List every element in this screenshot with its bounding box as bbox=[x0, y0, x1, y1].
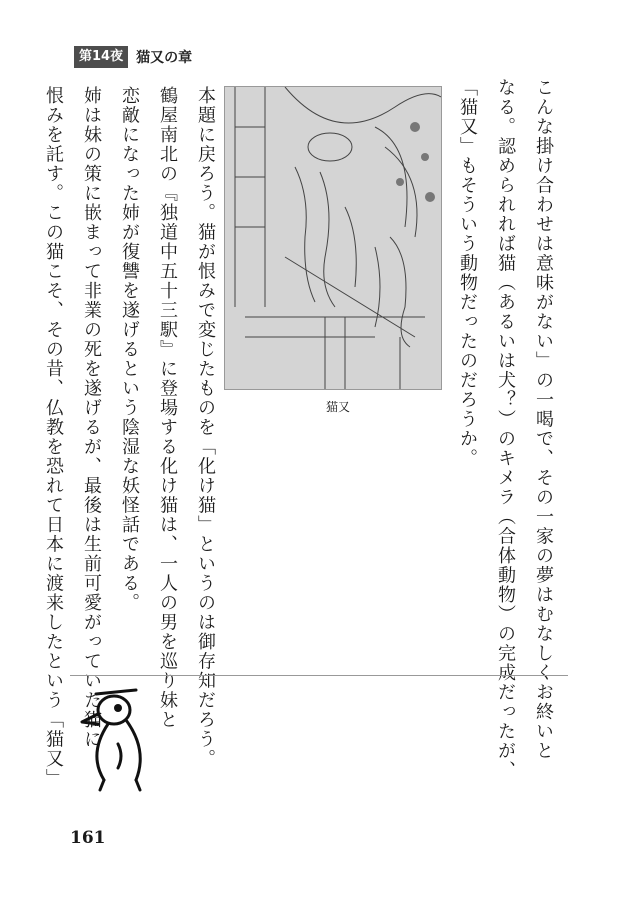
body-column-upper-3: 「猫又」もそういう動物だったのだろうか。 bbox=[457, 78, 478, 468]
chapter-badge: 第14夜 bbox=[74, 46, 128, 68]
chapter-title: 猫又の章 bbox=[136, 50, 193, 66]
chapter-header bbox=[74, 46, 192, 68]
bird-mascot-icon bbox=[78, 684, 162, 794]
body-column-lower-4: 姉は妹の策に嵌まって非業の死を遂げるが、最後は生前可愛がっていた猫に bbox=[81, 86, 102, 749]
body-column-lower-3: 恋敵になった姉が復讐を遂げるという陰湿な妖怪話である。 bbox=[119, 86, 140, 613]
nekomata-illustration bbox=[224, 86, 442, 390]
body-column-lower-5: 恨みを託す。この猫こそ、その昔、仏教を恐れて日本に渡来したという「猫又」 bbox=[43, 86, 64, 788]
page-number: 161 bbox=[70, 828, 106, 848]
body-column-upper-2: なる。認められれば猫（あるいは犬？）のキメラ（合体動物）の完成だったが、 bbox=[495, 78, 516, 780]
footer-divider bbox=[70, 675, 568, 676]
body-column-lower-2: 鶴屋南北の『独道中五十三駅』に登場する化け猫は、一人の男を巡り妹と bbox=[157, 86, 178, 730]
body-column-upper-1: こんな掛け合わせは意味がない」の一喝で、その一家の夢はむなしくお終いと bbox=[533, 78, 554, 761]
body-column-lower-1: 本題に戻ろう。猫が恨みで変じたものを「化け猫」というのは御存知だろう。 bbox=[195, 86, 216, 769]
illustration-caption: 猫又 bbox=[326, 400, 351, 414]
